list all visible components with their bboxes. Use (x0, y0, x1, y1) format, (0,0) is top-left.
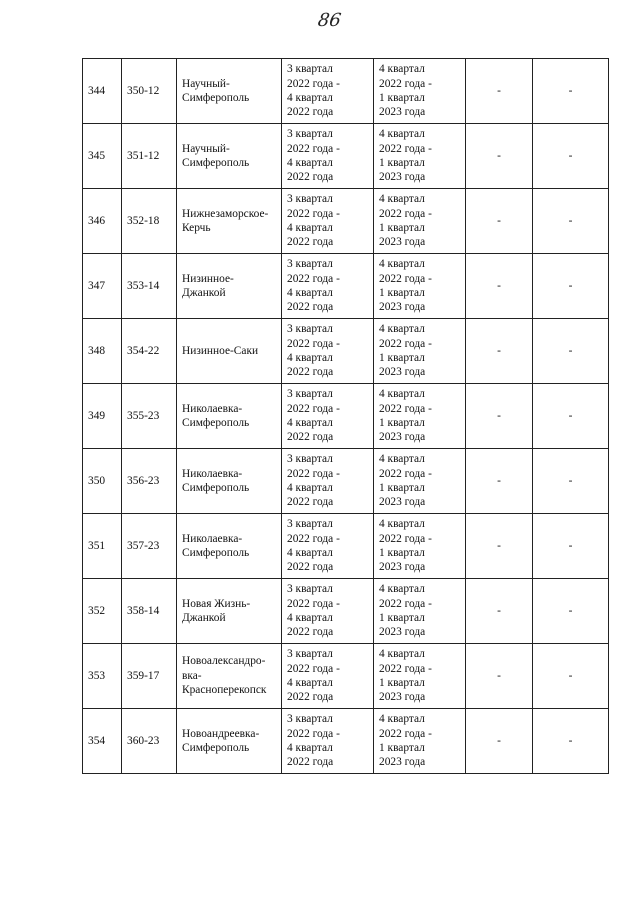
start-period-line: 2022 года (287, 301, 334, 314)
start-period-line: 2022 года (287, 691, 334, 704)
start-period-line: 3 квартал (287, 453, 333, 466)
route-schedule-table (82, 58, 609, 774)
route-code-cell: 355-23 (122, 384, 177, 449)
route-name-text: Научный- Симферополь (182, 77, 250, 104)
route-name-cell (177, 644, 282, 709)
row-number-cell: 351 (83, 514, 122, 579)
route-name-cell (177, 384, 282, 449)
start-period-line: 2022 года (287, 366, 334, 379)
route-name-cell (177, 254, 282, 319)
start-period-line: 3 квартал (287, 583, 333, 596)
table-row (83, 644, 609, 709)
table-body (83, 59, 609, 774)
route-name-cell (177, 449, 282, 514)
route-name-text: Новоандреевка- Симферополь (182, 727, 260, 754)
table-row (83, 709, 609, 774)
dash-cell: - (466, 579, 533, 644)
start-period-line: 4 квартал (287, 482, 333, 494)
end-period-line: 4 квартал (379, 453, 425, 466)
dash-cell: - (533, 644, 609, 709)
dash-cell: - (466, 514, 533, 579)
end-period-line: 1 квартал (379, 352, 425, 364)
start-period-line: 4 квартал (287, 92, 333, 104)
dash-cell: - (466, 254, 533, 319)
end-period-line: 1 квартал (379, 92, 425, 104)
dash-cell: - (533, 709, 609, 774)
end-period-line: 4 квартал (379, 323, 425, 336)
route-code-cell: 357-23 (122, 514, 177, 579)
start-period-line: 2022 года (287, 561, 334, 574)
route-name-text: Николаевка- Симферополь (182, 532, 250, 559)
end-period-line: 2022 года - (379, 467, 432, 480)
table-row (83, 384, 609, 449)
route-name-cell (177, 319, 282, 384)
row-number-cell: 349 (83, 384, 122, 449)
end-period-line: 2023 года (379, 691, 426, 704)
start-period-line: 4 квартал (287, 547, 333, 559)
start-period-line: 4 квартал (287, 612, 333, 624)
end-period-line: 2022 года - (379, 142, 432, 155)
dash-cell: - (533, 449, 609, 514)
route-code-cell: 353-14 (122, 254, 177, 319)
start-period-line: 2022 года - (287, 77, 340, 90)
end-period-line: 1 квартал (379, 742, 425, 754)
end-period-cell (374, 319, 466, 384)
end-period-line: 2023 года (379, 756, 426, 769)
end-period-line: 2023 года (379, 301, 426, 314)
end-period-line: 4 квартал (379, 713, 425, 726)
end-period-line: 2022 года - (379, 532, 432, 545)
end-period-line: 2022 года - (379, 662, 432, 675)
row-number-cell: 348 (83, 319, 122, 384)
start-period-line: 4 квартал (287, 287, 333, 299)
end-period-cell (374, 709, 466, 774)
route-code-cell: 360-23 (122, 709, 177, 774)
end-period-cell (374, 449, 466, 514)
route-code-cell: 352-18 (122, 189, 177, 254)
end-period-line: 1 квартал (379, 222, 425, 234)
dash-cell: - (466, 644, 533, 709)
end-period-cell (374, 384, 466, 449)
start-period-cell (282, 189, 374, 254)
table-row (83, 514, 609, 579)
end-period-line: 2023 года (379, 431, 426, 444)
route-name-text: Новая Жизнь- Джанкой (182, 597, 251, 624)
end-period-cell (374, 579, 466, 644)
row-number-cell: 354 (83, 709, 122, 774)
table-row (83, 59, 609, 124)
start-period-line: 2022 года (287, 236, 334, 249)
end-period-line: 1 квартал (379, 677, 425, 689)
table-row (83, 124, 609, 189)
start-period-line: 3 квартал (287, 388, 333, 401)
end-period-line: 1 квартал (379, 482, 425, 494)
start-period-line: 3 квартал (287, 128, 333, 141)
dash-cell: - (533, 124, 609, 189)
dash-cell: - (466, 319, 533, 384)
end-period-line: 4 квартал (379, 193, 425, 206)
start-period-line: 2022 года - (287, 532, 340, 545)
end-period-line: 4 квартал (379, 648, 425, 661)
start-period-line: 2022 года - (287, 272, 340, 285)
start-period-line: 2022 года - (287, 337, 340, 350)
start-period-line: 4 квартал (287, 417, 333, 429)
start-period-cell (282, 579, 374, 644)
row-number-cell: 345 (83, 124, 122, 189)
start-period-line: 2022 года - (287, 662, 340, 675)
start-period-line: 2022 года - (287, 142, 340, 155)
route-code-cell: 354-22 (122, 319, 177, 384)
route-name-cell (177, 124, 282, 189)
end-period-line: 4 квартал (379, 63, 425, 76)
end-period-line: 4 квартал (379, 518, 425, 531)
start-period-cell (282, 59, 374, 124)
end-period-line: 2023 года (379, 626, 426, 639)
dash-cell: - (466, 709, 533, 774)
end-period-cell (374, 514, 466, 579)
start-period-line: 4 квартал (287, 157, 333, 169)
dash-cell: - (533, 384, 609, 449)
route-name-text: Низинное-Саки (182, 344, 259, 357)
route-code-cell: 359-17 (122, 644, 177, 709)
end-period-line: 2023 года (379, 561, 426, 574)
dash-cell: - (533, 59, 609, 124)
end-period-line: 2023 года (379, 171, 426, 184)
row-number-cell: 350 (83, 449, 122, 514)
end-period-line: 1 квартал (379, 612, 425, 624)
route-name-text: Новоалександро- вка- Красноперекопск (182, 655, 267, 697)
route-name-cell (177, 514, 282, 579)
end-period-line: 2022 года - (379, 272, 432, 285)
end-period-line: 2022 года - (379, 597, 432, 610)
end-period-cell (374, 644, 466, 709)
dash-cell: - (466, 189, 533, 254)
route-name-text: Николаевка- Симферополь (182, 402, 250, 429)
end-period-line: 4 квартал (379, 128, 425, 141)
start-period-line: 4 квартал (287, 677, 333, 689)
end-period-line: 2022 года - (379, 337, 432, 350)
table-row (83, 449, 609, 514)
start-period-cell (282, 644, 374, 709)
dash-cell: - (533, 319, 609, 384)
start-period-line: 2022 года (287, 106, 334, 119)
start-period-line: 2022 года (287, 626, 334, 639)
dash-cell: - (533, 579, 609, 644)
start-period-line: 3 квартал (287, 258, 333, 271)
end-period-line: 2023 года (379, 366, 426, 379)
end-period-line: 1 квартал (379, 157, 425, 169)
route-name-text: Николаевка- Симферополь (182, 467, 250, 494)
start-period-line: 2022 года (287, 431, 334, 444)
route-code-cell: 356-23 (122, 449, 177, 514)
table-row (83, 579, 609, 644)
end-period-line: 2022 года - (379, 402, 432, 415)
row-number-cell: 346 (83, 189, 122, 254)
start-period-cell (282, 254, 374, 319)
start-period-cell (282, 449, 374, 514)
start-period-line: 3 квартал (287, 713, 333, 726)
table-row (83, 319, 609, 384)
start-period-line: 2022 года - (287, 467, 340, 480)
start-period-line: 2022 года - (287, 597, 340, 610)
table-row (83, 254, 609, 319)
dash-cell: - (466, 384, 533, 449)
start-period-line: 2022 года (287, 496, 334, 509)
start-period-line: 4 квартал (287, 742, 333, 754)
start-period-line: 2022 года - (287, 207, 340, 220)
end-period-cell (374, 254, 466, 319)
end-period-line: 2023 года (379, 496, 426, 509)
start-period-cell (282, 514, 374, 579)
page-number: 86 (316, 10, 343, 31)
route-name-cell (177, 59, 282, 124)
row-number-cell: 344 (83, 59, 122, 124)
route-name-text: Научный- Симферополь (182, 142, 250, 169)
end-period-cell (374, 59, 466, 124)
end-period-cell (374, 124, 466, 189)
start-period-line: 3 квартал (287, 648, 333, 661)
dash-cell: - (533, 514, 609, 579)
end-period-line: 2022 года - (379, 207, 432, 220)
row-number-cell: 347 (83, 254, 122, 319)
start-period-line: 4 квартал (287, 352, 333, 364)
start-period-line: 3 квартал (287, 63, 333, 76)
row-number-cell: 352 (83, 579, 122, 644)
end-period-line: 2023 года (379, 106, 426, 119)
end-period-line: 2022 года - (379, 727, 432, 740)
start-period-line: 3 квартал (287, 323, 333, 336)
start-period-line: 2022 года - (287, 727, 340, 740)
start-period-cell (282, 124, 374, 189)
row-number-cell: 353 (83, 644, 122, 709)
end-period-line: 1 квартал (379, 287, 425, 299)
route-name-cell (177, 189, 282, 254)
end-period-cell (374, 189, 466, 254)
end-period-line: 4 квартал (379, 388, 425, 401)
end-period-line: 4 квартал (379, 258, 425, 271)
route-code-cell: 350-12 (122, 59, 177, 124)
end-period-line: 4 квартал (379, 583, 425, 596)
table-row (83, 189, 609, 254)
start-period-cell (282, 319, 374, 384)
start-period-line: 2022 года (287, 171, 334, 184)
dash-cell: - (466, 59, 533, 124)
start-period-line: 4 квартал (287, 222, 333, 234)
end-period-line: 2023 года (379, 236, 426, 249)
route-name-cell (177, 579, 282, 644)
route-name-cell (177, 709, 282, 774)
dash-cell: - (533, 254, 609, 319)
end-period-line: 2022 года - (379, 77, 432, 90)
end-period-line: 1 квартал (379, 417, 425, 429)
start-period-line: 3 квартал (287, 193, 333, 206)
route-code-cell: 351-12 (122, 124, 177, 189)
dash-cell: - (533, 189, 609, 254)
route-name-text: Нижнезаморское- Керчь (182, 207, 269, 234)
route-code-cell: 358-14 (122, 579, 177, 644)
start-period-cell (282, 709, 374, 774)
start-period-line: 2022 года - (287, 402, 340, 415)
start-period-line: 3 квартал (287, 518, 333, 531)
dash-cell: - (466, 449, 533, 514)
route-name-text: Низинное- Джанкой (182, 272, 234, 299)
end-period-line: 1 квартал (379, 547, 425, 559)
dash-cell: - (466, 124, 533, 189)
start-period-cell (282, 384, 374, 449)
start-period-line: 2022 года (287, 756, 334, 769)
